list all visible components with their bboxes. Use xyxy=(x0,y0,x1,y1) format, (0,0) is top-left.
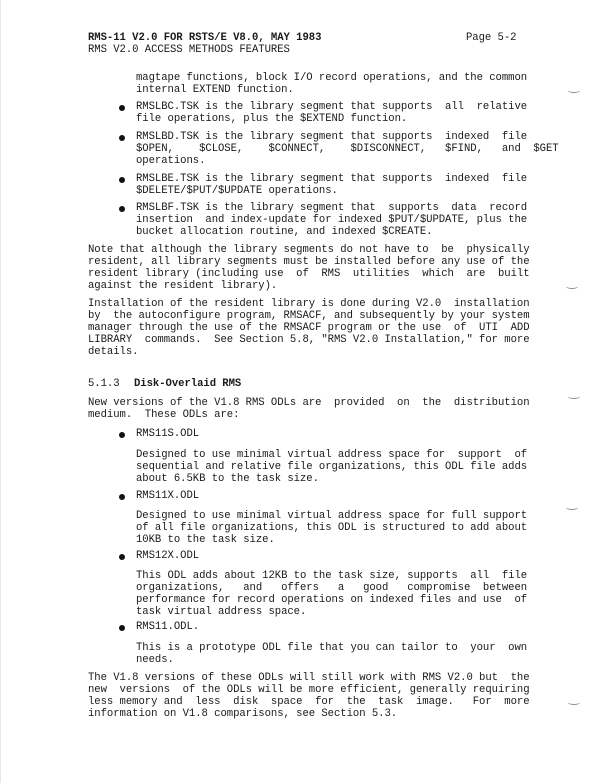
bullet-icon xyxy=(119,135,125,141)
segment-line: RMSLBF.TSK is the library segment that supports data record xyxy=(136,202,528,214)
body-line: resident, all library segments must be installed before any use of the xyxy=(88,256,530,268)
odl-desc-line: This ODL adds about 12KB to the task size, supports all file xyxy=(136,570,528,582)
body-line: against the resident library). xyxy=(88,280,278,292)
odl-desc-line: Designed to use minimal virtual address space for support of xyxy=(136,449,528,461)
body-line: new versions of the ODLs will be more efficient, generally requiring xyxy=(88,684,530,696)
body-line: information on V1.8 comparisons, see Section 5.3. xyxy=(88,708,398,720)
odl-desc-line: This is a prototype ODL file that you can tailor to your own xyxy=(136,642,528,654)
body-line: The V1.8 versions of these ODLs will still work with RMS V2.0 but the xyxy=(88,672,530,684)
header-title-line1: RMS-11 V2.0 FOR RSTS/E V8.0, MAY 1983 xyxy=(88,32,322,44)
bullet-icon xyxy=(119,494,125,500)
body-line: less memory and less disk space for the task image. For more xyxy=(88,696,530,708)
body-line: manager through the use of the RMSACF program or the use of UTI ADD xyxy=(88,322,530,334)
scan-edge xyxy=(0,0,1,783)
margin-mark xyxy=(566,505,578,510)
header-title-line2: RMS V2.0 ACCESS METHODS FEATURES xyxy=(88,44,290,56)
body-line: LIBRARY commands. See Section 5.8, "RMS V2.0 Installation," for more xyxy=(88,334,530,346)
bullet-icon xyxy=(119,177,125,183)
body-line: resident library (including use of RMS utilities which are built xyxy=(88,268,530,280)
body-line: Note that although the library segments do not have to be physically xyxy=(88,244,530,256)
section-number: 5.1.3 xyxy=(88,378,120,390)
odl-name: RMS11X.ODL xyxy=(136,490,200,502)
margin-mark xyxy=(568,394,580,399)
odl-desc-line: sequential and relative file organizations, this ODL file adds xyxy=(136,461,528,473)
odl-desc-line: needs. xyxy=(136,654,174,666)
margin-mark xyxy=(568,88,580,93)
segment-line: insertion and index-update for indexed $PUT/$UPDATE, plus the xyxy=(136,214,528,226)
section-title: Disk-Overlaid RMS xyxy=(134,378,242,390)
body-line: New versions of the V1.8 RMS ODLs are provided on the distribution xyxy=(88,397,530,409)
body-line: details. xyxy=(88,346,139,358)
body-line: medium. These ODLs are: xyxy=(88,409,240,421)
bullet-icon xyxy=(119,105,125,111)
bullet-icon xyxy=(119,625,125,631)
odl-desc-line: performance for record operations on indexed files and use of xyxy=(136,594,528,606)
bullet-icon xyxy=(119,432,125,438)
segment-line: operations. xyxy=(136,155,206,167)
odl-desc-line: Designed to use minimal virtual address space for full support xyxy=(136,510,528,522)
odl-desc-line: about 6.5KB to the task size. xyxy=(136,473,319,485)
segment-line: RMSLBE.TSK is the library segment that supports indexed file xyxy=(136,173,528,185)
odl-desc-line: organizations, and offers a good compromise between xyxy=(136,582,528,594)
margin-mark xyxy=(566,284,578,289)
segment-line: $OPEN, $CLOSE, $CONNECT, $DISCONNECT, $FIND, and $GET xyxy=(136,143,559,155)
segment-line: bucket allocation routine, and indexed $CREATE. xyxy=(136,226,433,238)
odl-desc-line: 10KB to the task size. xyxy=(136,534,275,546)
segment-line: RMSLBC.TSK is the library segment that supports all relative xyxy=(136,101,528,113)
body-line: Installation of the resident library is done during V2.0 installation xyxy=(88,298,530,310)
odl-desc-line: task virtual address space. xyxy=(136,606,307,618)
margin-mark xyxy=(568,700,580,705)
segment-line: file operations, plus the $EXTEND function. xyxy=(136,113,408,125)
odl-name: RMS12X.ODL xyxy=(136,550,200,562)
segment-line: RMSLBD.TSK is the library segment that supports indexed file xyxy=(136,131,528,143)
bullet-icon xyxy=(119,554,125,560)
odl-desc-line: of all file organizations, this ODL is structured to add about xyxy=(136,522,528,534)
segment-line: $DELETE/$PUT/$UPDATE operations. xyxy=(136,185,338,197)
page-number: Page 5-2 xyxy=(466,32,517,44)
bullet-icon xyxy=(119,206,125,212)
odl-name: RMS11.ODL. xyxy=(136,621,200,633)
continuation-line: internal EXTEND function. xyxy=(136,84,294,96)
continuation-line: magtape functions, block I/O record operations, and the common xyxy=(136,72,528,84)
body-line: by the autoconfigure program, RMSACF, and subsequently by your system xyxy=(88,310,530,322)
odl-name: RMS11S.ODL xyxy=(136,428,200,440)
